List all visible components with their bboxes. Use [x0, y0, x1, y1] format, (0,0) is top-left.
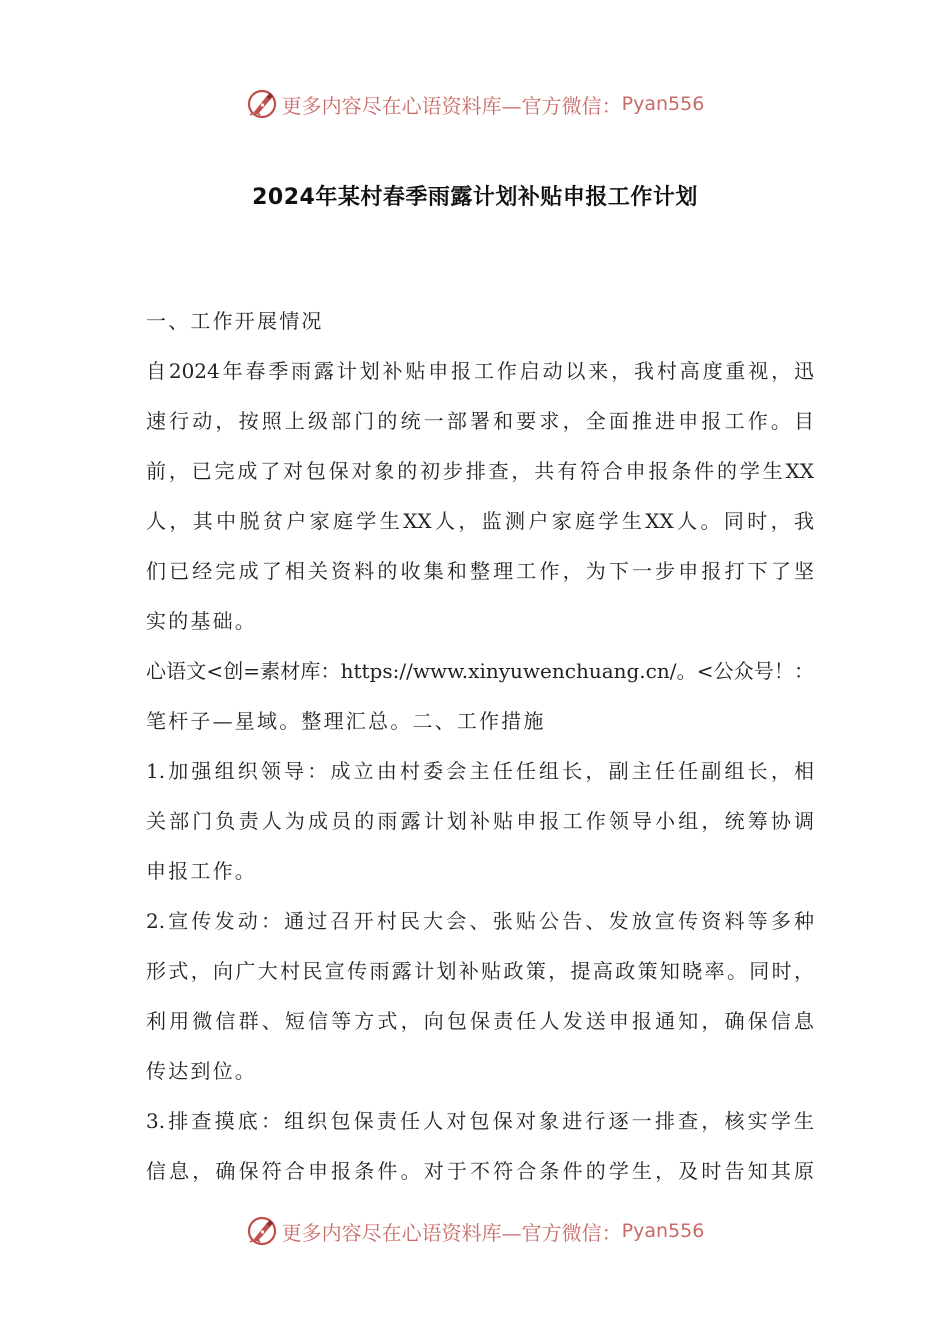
- body-line: 传达到位。: [146, 1059, 257, 1083]
- body-line: 们已经完成了相关资料的收集和整理工作，为下一步申报打下了坚: [146, 559, 814, 583]
- body-line: 笔杆子—星域。整理汇总。二、工作措施: [146, 709, 546, 733]
- pen-nib-logo-icon: [246, 1215, 278, 1247]
- body-line: 心语文<创=素材库：https://www.xinyuwenchuang.cn/。<公众号！：: [146, 659, 814, 683]
- document-title: 2024年某村春季雨露计划补贴申报工作计划: [252, 185, 698, 210]
- banner-wechat-id: Pyan556: [621, 1220, 705, 1242]
- body-line: 自2024年春季雨露计划补贴申报工作启动以来，我村高度重视，迅: [146, 359, 814, 383]
- body-line: 3.排查摸底：组织包保责任人对包保对象进行逐一排查，核实学生: [146, 1109, 814, 1133]
- body-line: 2.宣传发动：通过召开村民大会、张贴公告、发放宣传资料等多种: [146, 909, 814, 933]
- banner-text: 更多内容尽在心语资料库—官方微信：: [281, 1220, 622, 1245]
- banner-text: 更多内容尽在心语资料库—官方微信：: [281, 93, 622, 118]
- body-line: 速行动，按照上级部门的统一部署和要求，全面推进申报工作。目: [146, 409, 814, 433]
- body-line: 实的基础。: [146, 609, 257, 633]
- body-line: 信息，确保符合申报条件。对于不符合条件的学生，及时告知其原: [146, 1159, 814, 1183]
- body-line: 利用微信群、短信等方式，向包保责任人发送申报通知，确保信息: [146, 1009, 814, 1033]
- body-line: 形式，向广大村民宣传雨露计划补贴政策，提高政策知晓率。同时，: [146, 959, 814, 983]
- footer-watermark-banner: [0, 1209, 950, 1253]
- body-line: 人，其中脱贫户家庭学生XX人，监测户家庭学生XX人。同时，我: [146, 509, 814, 533]
- body-line: 前，已完成了对包保对象的初步排查，共有符合申报条件的学生XX: [146, 459, 814, 483]
- document-body: [146, 296, 814, 1196]
- body-line: 申报工作。: [146, 859, 257, 883]
- header-watermark-banner: [0, 82, 950, 126]
- pen-nib-logo-icon: [246, 88, 278, 120]
- banner-wechat-id: Pyan556: [621, 93, 705, 115]
- body-line: 1.加强组织领导：成立由村委会主任任组长，副主任任副组长，相: [146, 759, 814, 783]
- section-heading: 一、工作开展情况: [146, 309, 324, 333]
- body-line: 关部门负责人为成员的雨露计划补贴申报工作领导小组，统筹协调: [146, 809, 814, 833]
